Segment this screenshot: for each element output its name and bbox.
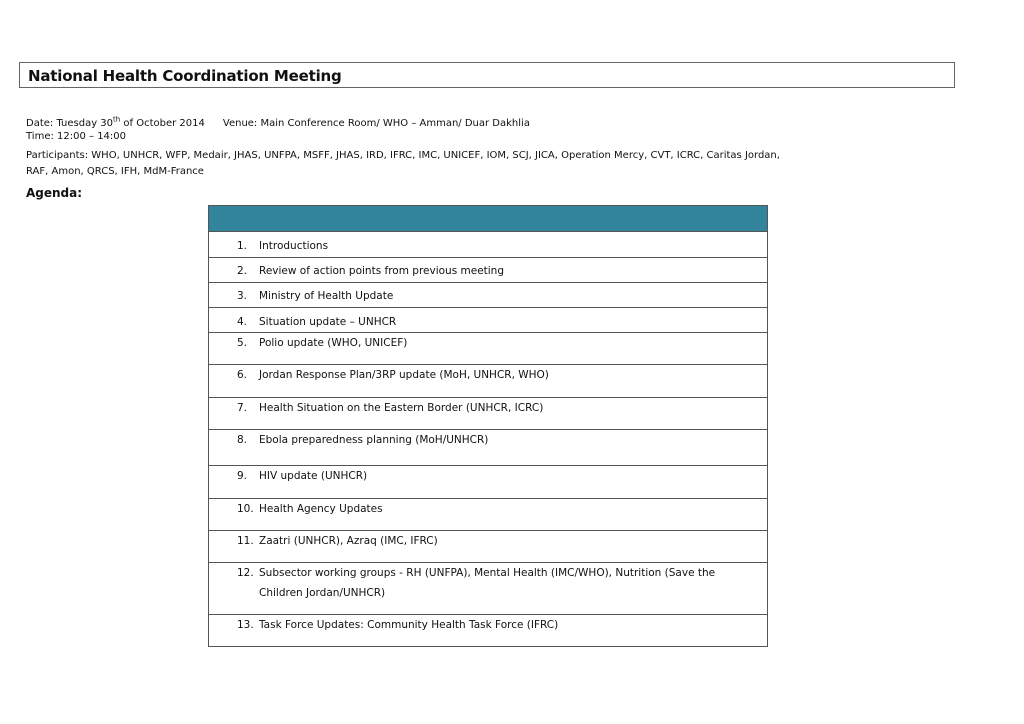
agenda-item-text: Jordan Response Plan/3RP update (MoH, UNHCR, WHO) bbox=[259, 369, 549, 381]
page-title: National Health Coordination Meeting bbox=[28, 67, 342, 85]
agenda-item-text: HIV update (UNHCR) bbox=[259, 470, 368, 482]
agenda-item-text: Health Agency Updates bbox=[259, 503, 383, 515]
agenda-item-text: Ebola preparedness planning (MoH/UNHCR) bbox=[259, 434, 489, 446]
agenda-table bbox=[208, 205, 768, 647]
title-box bbox=[19, 62, 955, 88]
agenda-item-text: Subsector working groups - RH (UNFPA), Mental Health (IMC/WHO), Nutrition (Save the Children Jordan/UNHCR) bbox=[259, 567, 716, 599]
agenda-row: 9. HIV update (UNHCR) bbox=[209, 466, 768, 499]
agenda-item-text: Zaatri (UNHCR), Azraq (IMC, IFRC) bbox=[259, 535, 438, 547]
agenda-row: 1. Introductions bbox=[209, 232, 768, 258]
agenda-row: 8. Ebola preparedness planning (MoH/UNHCR) bbox=[209, 430, 768, 466]
agenda-item-text: Task Force Updates: Community Health Task Force (IFRC) bbox=[259, 619, 559, 631]
agenda-row: 11. Zaatri (UNHCR), Azraq (IMC, IFRC) bbox=[209, 531, 768, 563]
agenda-item-text: Polio update (WHO, UNICEF) bbox=[259, 337, 408, 349]
meeting-date: Date: Tuesday 30th of October 2014 bbox=[26, 116, 205, 130]
agenda-table-header bbox=[209, 206, 768, 232]
agenda-row: 7. Health Situation on the Eastern Border (UNHCR, ICRC) bbox=[209, 398, 768, 430]
agenda-row: 12. Subsector working groups - RH (UNFPA), Mental Health (IMC/WHO), Nutrition (Save the Children Jordan/UNHCR) bbox=[209, 563, 768, 615]
participants-line-2: RAF, Amon, QRCS, IFH, MdM-France bbox=[26, 166, 204, 177]
agenda-item-text: Introductions bbox=[259, 240, 329, 252]
agenda-row: 3. Ministry of Health Update bbox=[209, 283, 768, 308]
agenda-row: 4. Situation update – UNHCR bbox=[209, 308, 768, 333]
agenda-item-text: Ministry of Health Update bbox=[259, 290, 394, 302]
agenda-label: Agenda: bbox=[26, 186, 83, 200]
meeting-time: Time: 12:00 – 14:00 bbox=[26, 131, 127, 142]
agenda-row: 10. Health Agency Updates bbox=[209, 499, 768, 531]
agenda-item-text: Health Situation on the Eastern Border (UNHCR, ICRC) bbox=[259, 402, 544, 414]
participants-line-1: Participants: WHO, UNHCR, WFP, Medair, JHAS, UNFPA, MSFF, JHAS, IRD, IFRC, IMC, UNICEF, IOM, SCJ, JICA, Operation Mercy, CVT, ICRC, Caritas Jordan, bbox=[26, 150, 780, 161]
meeting-venue: Venue: Main Conference Room/ WHO – Amman/ Duar Dakhlia bbox=[222, 118, 530, 130]
agenda-row: 6. Jordan Response Plan/3RP update (MoH, UNHCR, WHO) bbox=[209, 365, 768, 398]
agenda-row: 5. Polio update (WHO, UNICEF) bbox=[209, 333, 768, 365]
agenda-item-text: Review of action points from previous meeting bbox=[259, 265, 505, 277]
agenda-item-text: Situation update – UNHCR bbox=[259, 316, 397, 328]
agenda-row: 13. Task Force Updates: Community Health Task Force (IFRC) bbox=[209, 615, 768, 647]
agenda-row: 2. Review of action points from previous meeting bbox=[209, 258, 768, 283]
